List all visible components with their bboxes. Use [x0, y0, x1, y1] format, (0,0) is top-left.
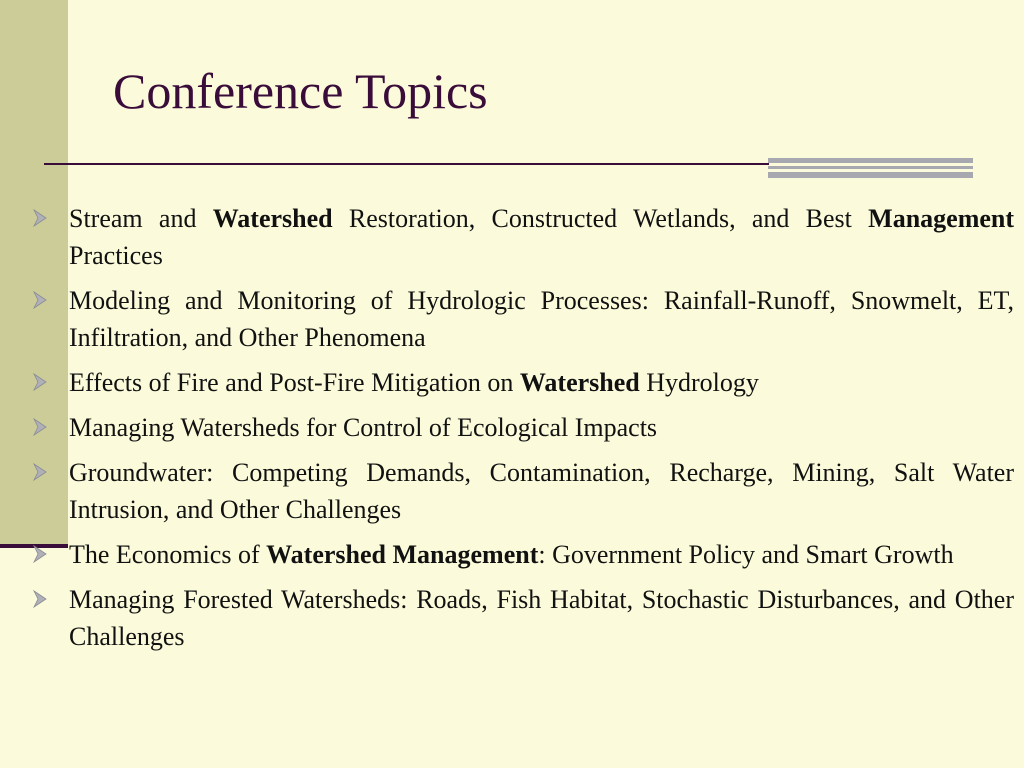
slide-title: Conference Topics: [113, 63, 488, 119]
topic-list: [32, 200, 1014, 663]
topic-text: [69, 540, 954, 569]
topic-text-run: Managing Watersheds for Control of Ecological Impacts: [69, 413, 658, 442]
arrow-bullet-icon: [32, 590, 48, 608]
topic-item: [32, 282, 1014, 356]
topic-item: [32, 536, 1014, 573]
topic-text-run: Restoration, Constructed Wetlands, and Best: [332, 204, 869, 233]
arrow-bullet-icon: [32, 418, 48, 436]
title-underline: [44, 163, 769, 165]
topic-text-run: Practices: [69, 241, 163, 270]
topic-emphasis: Watershed Management: [266, 540, 539, 569]
topic-emphasis: Watershed: [519, 368, 640, 397]
arrow-bullet-icon: [32, 545, 48, 563]
topic-item: [32, 200, 1014, 274]
topic-item: [32, 409, 1014, 446]
topic-emphasis: Management: [868, 204, 1015, 233]
topic-text-run: : Government Policy and Smart Growth: [538, 540, 954, 569]
topic-text: [69, 585, 1014, 651]
topic-item: [32, 364, 1014, 401]
topic-item: [32, 454, 1014, 528]
topic-text: [69, 286, 1014, 352]
arrow-bullet-icon: [32, 209, 48, 227]
topic-text-run: Groundwater: Competing Demands, Contamination, Recharge, Mining, Salt Water Intrusion, and Other Challenges: [69, 458, 1014, 524]
arrow-bullet-icon: [32, 291, 48, 309]
topic-text-run: Managing Forested Watersheds: Roads, Fish Habitat, Stochastic Disturbances, and Other Challenges: [69, 585, 1014, 651]
title-accent-block: [768, 158, 973, 178]
topic-text-run: Hydrology: [639, 368, 759, 397]
topic-text: [69, 413, 657, 442]
topic-text-run: Stream and: [69, 204, 213, 233]
topic-text: [69, 204, 1014, 270]
topic-emphasis: Watershed: [212, 204, 333, 233]
arrow-bullet-icon: [32, 373, 48, 391]
topic-text: [69, 458, 1014, 524]
topic-text-run: Modeling and Monitoring of Hydrologic Processes: Rainfall-Runoff, Snowmelt, ET, Infiltration, and Other Phenomena: [69, 286, 1014, 352]
arrow-bullet-icon: [32, 463, 48, 481]
topic-text-run: The Economics of: [69, 540, 267, 569]
topic-text-run: Effects of Fire and Post-Fire Mitigation on: [69, 368, 520, 397]
topic-text: [69, 368, 759, 397]
topic-item: [32, 581, 1014, 655]
